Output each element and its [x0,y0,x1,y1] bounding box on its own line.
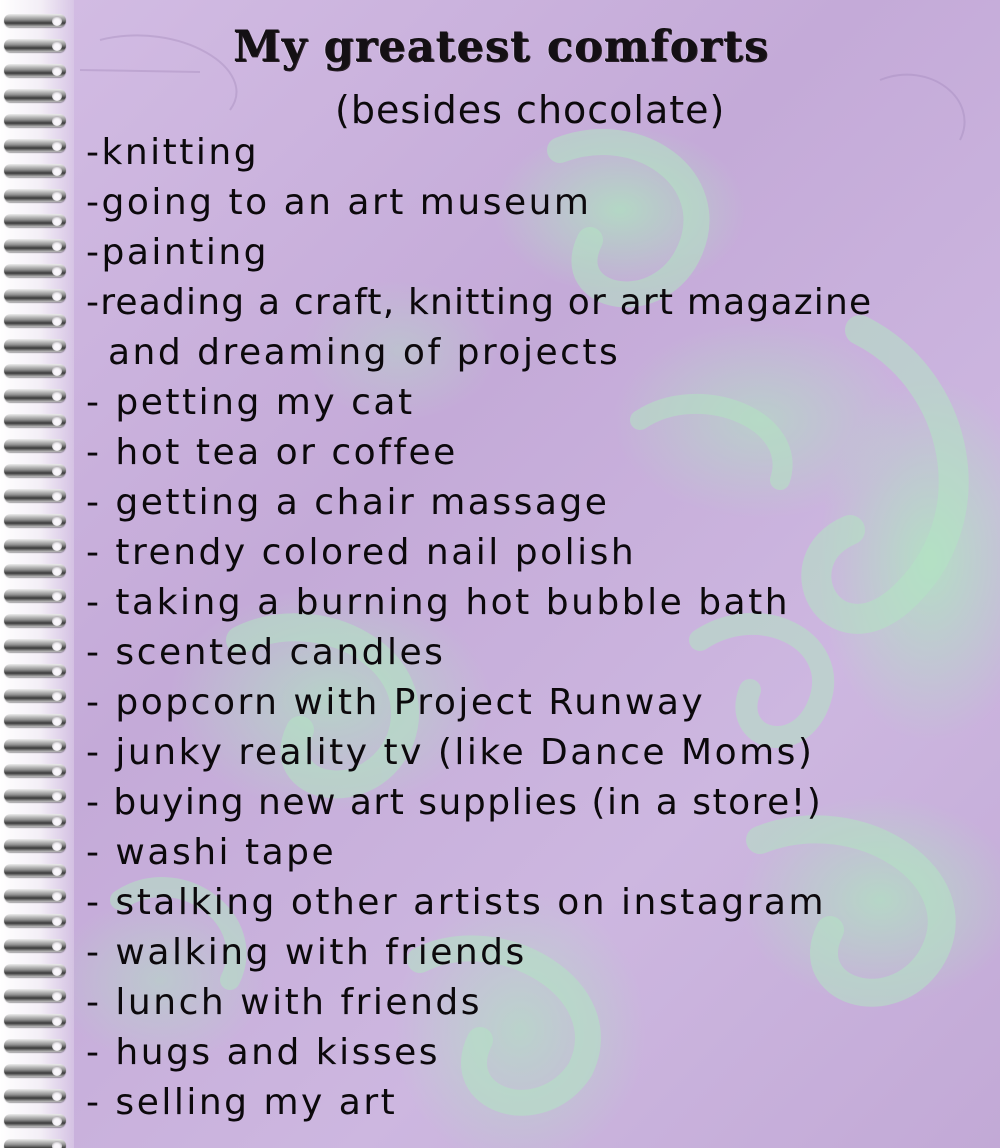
list-item: - stalking other artists on instagram [86,882,827,923]
list-item: - hot tea or coffee [86,432,458,473]
list-item: - petting my cat [86,382,415,423]
list-item: and dreaming of projects [108,332,621,373]
list-item: - taking a burning hot bubble bath [86,582,791,623]
list-item: - junky reality tv (like Dance Moms) [86,732,815,773]
list-item: - selling my art [86,1082,398,1123]
list-item: -knitting [86,132,260,173]
list-item: - trendy colored nail polish [86,532,637,573]
list-item: -going to an art museum [86,182,592,223]
list-item: - buying new art supplies (in a store!) [86,782,823,823]
list-item: - popcorn with Project Runway [86,682,706,723]
list-item: -reading a craft, knitting or art magazine [86,282,873,323]
list-item: - scented candles [86,632,446,673]
list-item: - washi tape [86,832,337,873]
list-item: - getting a chair massage [86,482,610,523]
list-item: -painting [86,232,270,273]
page-subtitle: (besides chocolate) [335,88,726,132]
page-title: My greatest comforts [233,22,770,72]
list-item: - walking with friends [86,932,527,973]
list-item: - hugs and kisses [86,1032,441,1073]
list-item: - lunch with friends [86,982,482,1023]
